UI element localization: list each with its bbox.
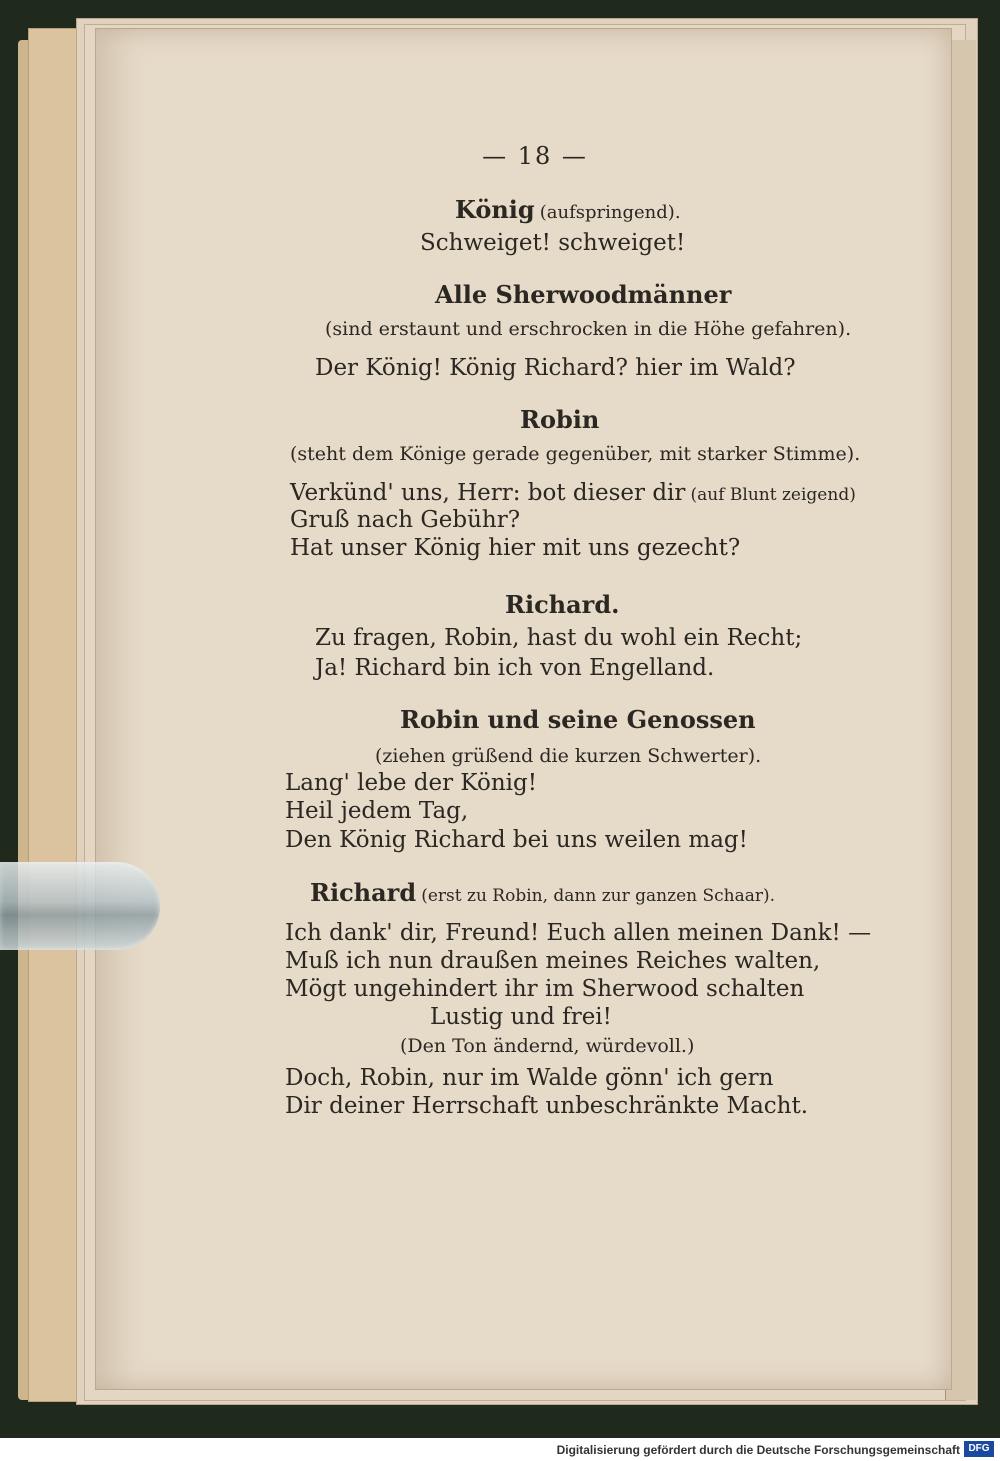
speaker-name: Robin: [520, 405, 600, 434]
stage-direction: (aufspringend).: [539, 202, 681, 223]
verse-line-with-direction: [290, 480, 856, 506]
speaker-heading: [455, 195, 681, 224]
stage-direction: (Den Ton ändernd, würdevoll.): [400, 1035, 695, 1057]
speaker-name: Richard.: [505, 590, 620, 619]
page-clip: [0, 862, 160, 950]
verse-line: Lang' lebe der König!: [285, 770, 537, 796]
verse-line: Lustig und frei!: [430, 1004, 612, 1030]
stage-direction: (ziehen grüßend die kurzen Schwerter).: [375, 745, 762, 767]
dfg-logo: DFG: [964, 1441, 994, 1457]
speaker-name: Robin und seine Genossen: [400, 705, 756, 734]
verse-line: Gruß nach Gebühr?: [290, 507, 521, 533]
verse-line: Dir deiner Herrschaft unbeschränkte Macht.: [285, 1093, 809, 1119]
stage-direction: (erst zu Robin, dann zur ganzen Schaar).: [421, 886, 776, 906]
verse-line: Mögt ungehindert ihr im Sherwood schalten: [285, 976, 805, 1002]
verse-line: Heil jedem Tag,: [285, 798, 469, 824]
page-number: — 18 —: [482, 142, 588, 170]
verse-line: Zu fragen, Robin, hast du wohl ein Recht;: [315, 625, 803, 651]
speaker-name: Richard: [310, 878, 417, 907]
verse-line: Doch, Robin, nur im Walde gönn' ich gern: [285, 1065, 774, 1091]
verse-line: Hat unser König hier mit uns gezecht?: [290, 535, 741, 561]
stage-direction: (steht dem Könige gerade gegenüber, mit starker Stimme).: [290, 443, 861, 465]
verse-line: Ich dank' dir, Freund! Euch allen meinen Dank! —: [285, 920, 872, 946]
stage-direction: (auf Blunt zeigend): [690, 485, 856, 505]
speaker-name: König: [455, 195, 535, 224]
verse-line: Ja! Richard bin ich von Engelland.: [315, 655, 715, 681]
funding-note: Digitalisierung gefördert durch die Deutsche Forschungsgemeinschaft: [556, 1443, 960, 1457]
speaker-name: Alle Sherwoodmänner: [435, 280, 732, 309]
verse-line: Schweiget! schweiget!: [420, 230, 686, 256]
stage-direction: (sind erstaunt und erschrocken in die Höhe gefahren).: [325, 318, 852, 340]
verse-line: Den König Richard bei uns weilen mag!: [285, 827, 748, 853]
verse-line: Verkünd' uns, Herr: bot dieser dir: [290, 480, 686, 506]
verse-line: Der König! König Richard? hier im Wald?: [315, 355, 796, 381]
verse-line: Muß ich nun draußen meines Reiches walten,: [285, 948, 821, 974]
speaker-heading: [310, 878, 775, 907]
